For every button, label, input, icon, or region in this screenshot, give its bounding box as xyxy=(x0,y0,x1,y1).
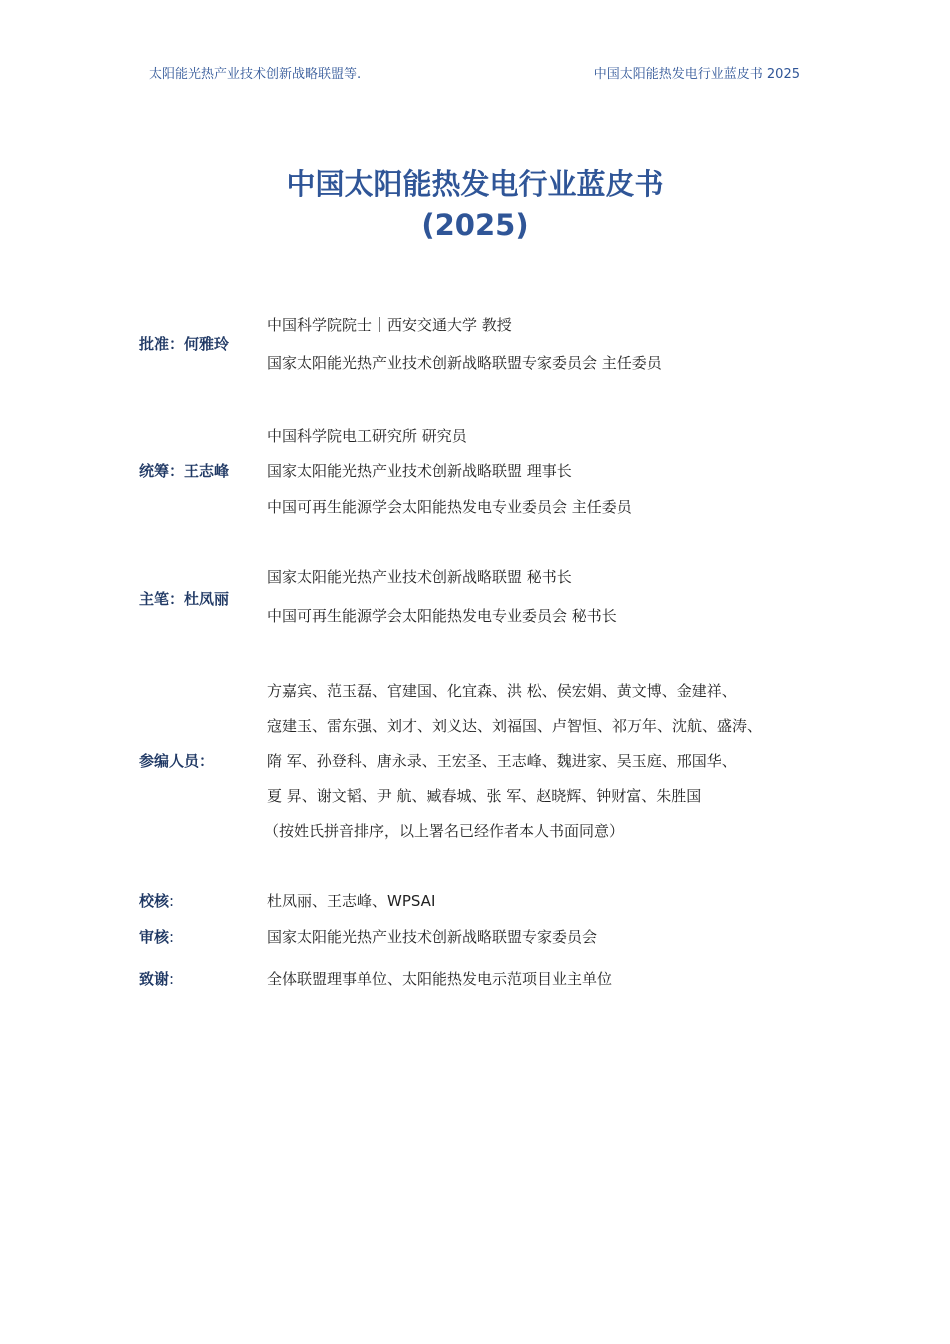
approval-line: 国家太阳能光热产业技术创新战略联盟专家委员会 主任委员 xyxy=(267,354,662,372)
document-title: 中国太阳能热发电行业蓝皮书 xyxy=(286,167,664,201)
document-year: (2025) xyxy=(421,208,529,242)
thanks-label-text: 致谢 xyxy=(139,970,170,988)
proofread-value: 杜凤丽、王志峰、WPSAI xyxy=(267,892,436,910)
coordination-line: 中国可再生能源学会太阳能热发电专业委员会 主任委员 xyxy=(267,498,632,516)
proofread-label-text: 校核 xyxy=(139,892,170,910)
thanks-value: 全体联盟理事单位、太阳能热发电示范项目业主单位 xyxy=(267,970,613,988)
thanks-colon: : xyxy=(169,970,175,988)
proofread-label xyxy=(139,890,174,911)
chief-writer-label: 主笔：杜凤丽 xyxy=(139,590,230,608)
contributors-line: 隋 军、孙登科、唐永录、王宏圣、王志峰、魏进家、吴玉庭、邢国华、 xyxy=(267,752,737,770)
header-left-text: 太阳能光热产业技术创新战略联盟等. xyxy=(149,67,362,82)
review-colon: : xyxy=(169,928,175,946)
coordination-line: 国家太阳能光热产业技术创新战略联盟 理事长 xyxy=(267,462,572,480)
contributors-line: 方嘉宾、范玉磊、官建国、化宜森、洪 松、侯宏娟、黄文博、金建祥、 xyxy=(267,682,737,700)
contributors-label: 参编人员： xyxy=(139,752,215,770)
review-value: 国家太阳能光热产业技术创新战略联盟专家委员会 xyxy=(267,928,598,946)
contributors-line: 夏 昇、谢文韬、尹 航、臧春城、张 军、赵晓辉、钟财富、朱胜国 xyxy=(267,787,702,805)
contributors-line: 寇建玉、雷东强、刘才、刘义达、刘福国、卢智恒、祁万年、沈航、盛涛、 xyxy=(267,717,763,735)
chief-writer-line: 中国可再生能源学会太阳能热发电专业委员会 秘书长 xyxy=(267,607,617,625)
contributors-note: （按姓氏拼音排序，以上署名已经作者本人书面同意） xyxy=(264,822,625,840)
review-label xyxy=(139,926,174,947)
header-right-text: 中国太阳能热发电行业蓝皮书 2025 xyxy=(593,67,800,82)
coordination-label: 统筹：王志峰 xyxy=(139,462,230,480)
coordination-line: 中国科学院电工研究所 研究员 xyxy=(267,427,467,445)
approval-label: 批准：何雅玲 xyxy=(139,335,230,353)
review-label-text: 审核 xyxy=(139,928,170,946)
thanks-label xyxy=(139,968,174,989)
proofread-colon: : xyxy=(169,892,175,910)
chief-writer-line: 国家太阳能光热产业技术创新战略联盟 秘书长 xyxy=(267,568,572,586)
approval-line: 中国科学院院士｜西安交通大学 教授 xyxy=(267,316,512,334)
